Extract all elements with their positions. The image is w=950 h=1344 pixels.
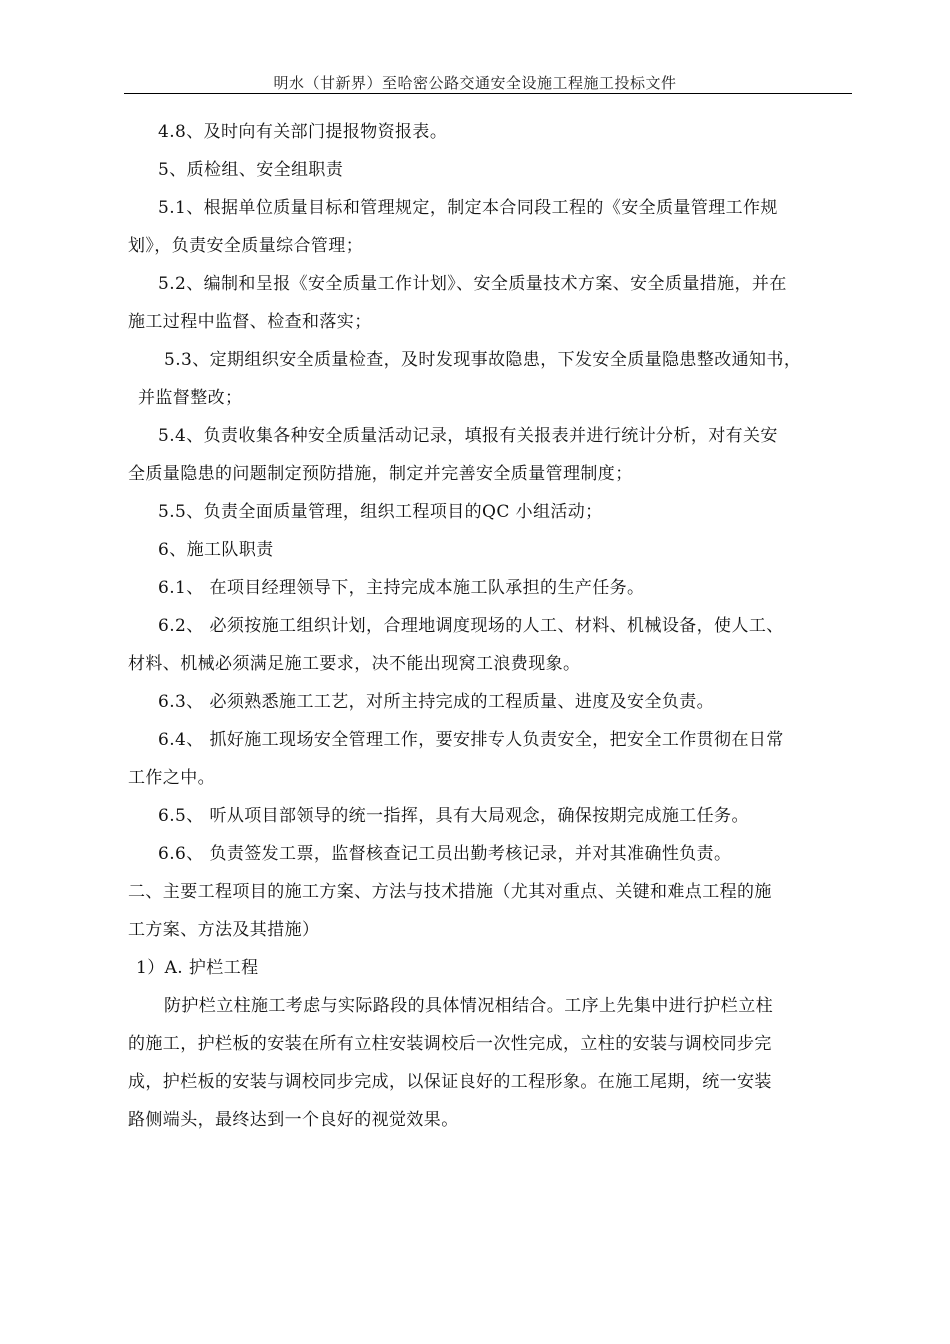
header-divider: [124, 93, 852, 94]
text-line: 6.1、 在项目经理领导下，主持完成本施工队承担的生产任务。: [158, 578, 645, 598]
text-line: 的施工，护栏板的安装在所有立柱安装调校后一次性完成，立柱的安装与调校同步完: [128, 1034, 772, 1054]
text-line: 5.4、负责收集各种安全质量活动记录，填报有关报表并进行统计分析，对有关安: [158, 426, 778, 446]
text-line: 路侧端头，最终达到一个良好的视觉效果。: [128, 1110, 459, 1130]
text-line: 6.5、 听从项目部领导的统一指挥，具有大局观念，确保按期完成施工任务。: [158, 806, 749, 826]
section-heading: 工方案、方法及其措施）: [128, 920, 320, 940]
text-line: 5.5、负责全面质量管理，组织工程项目的QC 小组活动；: [158, 502, 603, 522]
text-line: 材料、机械必须满足施工要求，决不能出现窝工浪费现象。: [128, 654, 581, 674]
section-heading: 6、施工队职责: [158, 540, 274, 560]
text-line: 5.2、编制和呈报《安全质量工作计划》、安全质量技术方案、安全质量措施，并在: [158, 274, 787, 294]
section-heading: 5、质检组、安全组职责: [158, 160, 344, 180]
text-line: 防护栏立柱施工考虑与实际路段的具体情况相结合。工序上先集中进行护栏立柱: [164, 996, 773, 1016]
text-line: 5.1、根据单位质量目标和管理规定，制定本合同段工程的《安全质量管理工作规: [158, 198, 778, 218]
subsection-heading: 1）A. 护栏工程: [136, 958, 259, 978]
document-header-title: 明水（甘新界）至哈密公路交通安全设施工程施工投标文件: [273, 74, 677, 92]
text-line: 工作之中。: [128, 768, 215, 788]
text-line: 划》，负责安全质量综合管理；: [128, 236, 364, 256]
text-line: 6.4、 抓好施工现场安全管理工作，要安排专人负责安全，把安全工作贯彻在日常: [158, 730, 784, 750]
text-line: 全质量隐患的问题制定预防措施，制定并完善安全质量管理制度；: [128, 464, 633, 484]
text-line: 成，护栏板的安装与调校同步完成，以保证良好的工程形象。在施工尾期，统一安装: [128, 1072, 772, 1092]
text-line: 4.8、及时向有关部门提报物资报表。: [158, 122, 448, 142]
text-line: 6.6、 负责签发工票，监督核查记工员出勤考核记录，并对其准确性负责。: [158, 844, 732, 864]
text-line: 6.3、 必须熟悉施工工艺，对所主持完成的工程质量、进度及安全负责。: [158, 692, 715, 712]
text-line: 6.2、 必须按施工组织计划，合理地调度现场的人工、材料、机械设备，使人工、: [158, 616, 784, 636]
text-line: 施工过程中监督、检查和落实；: [128, 312, 372, 332]
text-line: 5.3、定期组织安全质量检查，及时发现事故隐患，下发安全质量隐患整改通知书，: [164, 350, 802, 370]
section-heading: 二、主要工程项目的施工方案、方法与技术措施（尤其对重点、关键和难点工程的施: [128, 882, 772, 902]
document-body: [128, 113, 850, 1139]
text-line: 并监督整改；: [138, 388, 243, 408]
